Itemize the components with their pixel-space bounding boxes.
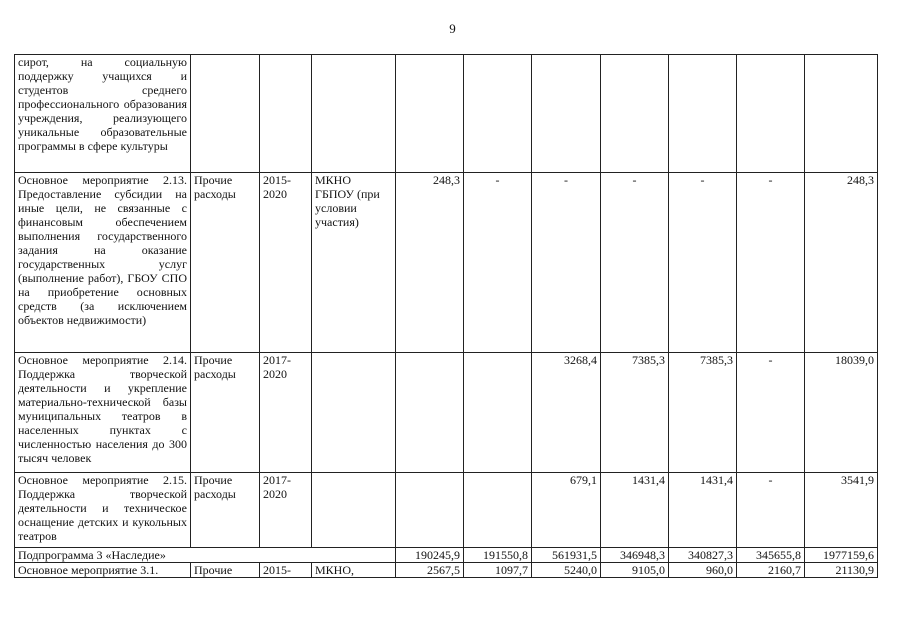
expense-type-cell xyxy=(191,55,260,173)
value-cell: 248,3 xyxy=(396,173,464,353)
value-cell xyxy=(396,473,464,548)
value-cell: 2567,5 xyxy=(396,563,464,578)
value-cell xyxy=(464,473,532,548)
value-cell xyxy=(396,353,464,473)
executor-cell xyxy=(312,353,396,473)
budget-table xyxy=(14,54,878,578)
value-cell: 1097,7 xyxy=(464,563,532,578)
table-row xyxy=(15,473,878,548)
value-cell: 1431,4 xyxy=(669,473,737,548)
subprogram-label: Подпрограмма 3 «Наследие» xyxy=(15,548,396,563)
expense-type-cell: Прочие расходы xyxy=(191,473,260,548)
value-cell: 340827,3 xyxy=(669,548,737,563)
value-cell: - xyxy=(601,173,669,353)
activity-description: Основное мероприятие 3.1. xyxy=(15,563,191,578)
value-cell: 2160,7 xyxy=(737,563,805,578)
value-cell: 7385,3 xyxy=(601,353,669,473)
total-cell: 248,3 xyxy=(805,173,878,353)
table-row xyxy=(15,173,878,353)
expense-type-cell: Прочие расходы xyxy=(191,353,260,473)
value-cell: 5240,0 xyxy=(532,563,601,578)
value-cell: - xyxy=(737,173,805,353)
executor-cell xyxy=(312,473,396,548)
value-cell: 345655,8 xyxy=(737,548,805,563)
value-cell: 561931,5 xyxy=(532,548,601,563)
executor-cell xyxy=(312,55,396,173)
expense-type-cell: Прочие расходы xyxy=(191,173,260,353)
value-cell: 9105,0 xyxy=(601,563,669,578)
table-row xyxy=(15,55,878,173)
value-cell: - xyxy=(464,173,532,353)
total-cell: 1977159,6 xyxy=(805,548,878,563)
years-cell: 2017-2020 xyxy=(260,473,312,548)
total-cell xyxy=(805,55,878,173)
years-cell: 2017-2020 xyxy=(260,353,312,473)
table-row xyxy=(15,563,878,578)
value-cell xyxy=(396,55,464,173)
years-cell: 2015-2020 xyxy=(260,173,312,353)
value-cell: 191550,8 xyxy=(464,548,532,563)
value-cell xyxy=(464,55,532,173)
value-cell: - xyxy=(737,353,805,473)
total-cell: 18039,0 xyxy=(805,353,878,473)
value-cell: - xyxy=(737,473,805,548)
years-cell: 2015- xyxy=(260,563,312,578)
activity-description: Основное мероприятие 2.13. Предоставление субсидии на иные цели, не связанные с финансовым обеспечением выполнения государственного задания на оказание государственных услуг (выполнение работ), ГБОУ СПО на приобретение основных средств (за исключением объектов недвижимости) xyxy=(15,173,191,353)
executor-cell: МКНО ГБПОУ (при условии участия) xyxy=(312,173,396,353)
activity-description: Основное мероприятие 2.15. Поддержка творческой деятельности и техническое оснащение детских и кукольных театров xyxy=(15,473,191,548)
value-cell: - xyxy=(669,173,737,353)
executor-cell: МКНО, xyxy=(312,563,396,578)
total-cell: 21130,9 xyxy=(805,563,878,578)
value-cell: - xyxy=(532,173,601,353)
value-cell xyxy=(532,55,601,173)
value-cell xyxy=(464,353,532,473)
value-cell: 3268,4 xyxy=(532,353,601,473)
value-cell: 679,1 xyxy=(532,473,601,548)
activity-description: Основное мероприятие 2.14. Поддержка творческой деятельности и укрепление материально-технической базы муниципальных театров в населенных пунктах с численностью населения до 300 тысяч человек xyxy=(15,353,191,473)
page-number: 9 xyxy=(449,21,456,36)
expense-type-cell: Прочие xyxy=(191,563,260,578)
subprogram-row xyxy=(15,548,878,563)
value-cell: 960,0 xyxy=(669,563,737,578)
activity-description: сирот, на социальную поддержку учащихся и студентов среднего профессионального образования учреждения, реализующего уникальные образовательные программы в сфере культуры xyxy=(15,55,191,173)
value-cell: 1431,4 xyxy=(601,473,669,548)
value-cell xyxy=(669,55,737,173)
total-cell: 3541,9 xyxy=(805,473,878,548)
table-row xyxy=(15,353,878,473)
value-cell: 190245,9 xyxy=(396,548,464,563)
years-cell xyxy=(260,55,312,173)
value-cell: 7385,3 xyxy=(669,353,737,473)
value-cell xyxy=(601,55,669,173)
value-cell xyxy=(737,55,805,173)
value-cell: 346948,3 xyxy=(601,548,669,563)
